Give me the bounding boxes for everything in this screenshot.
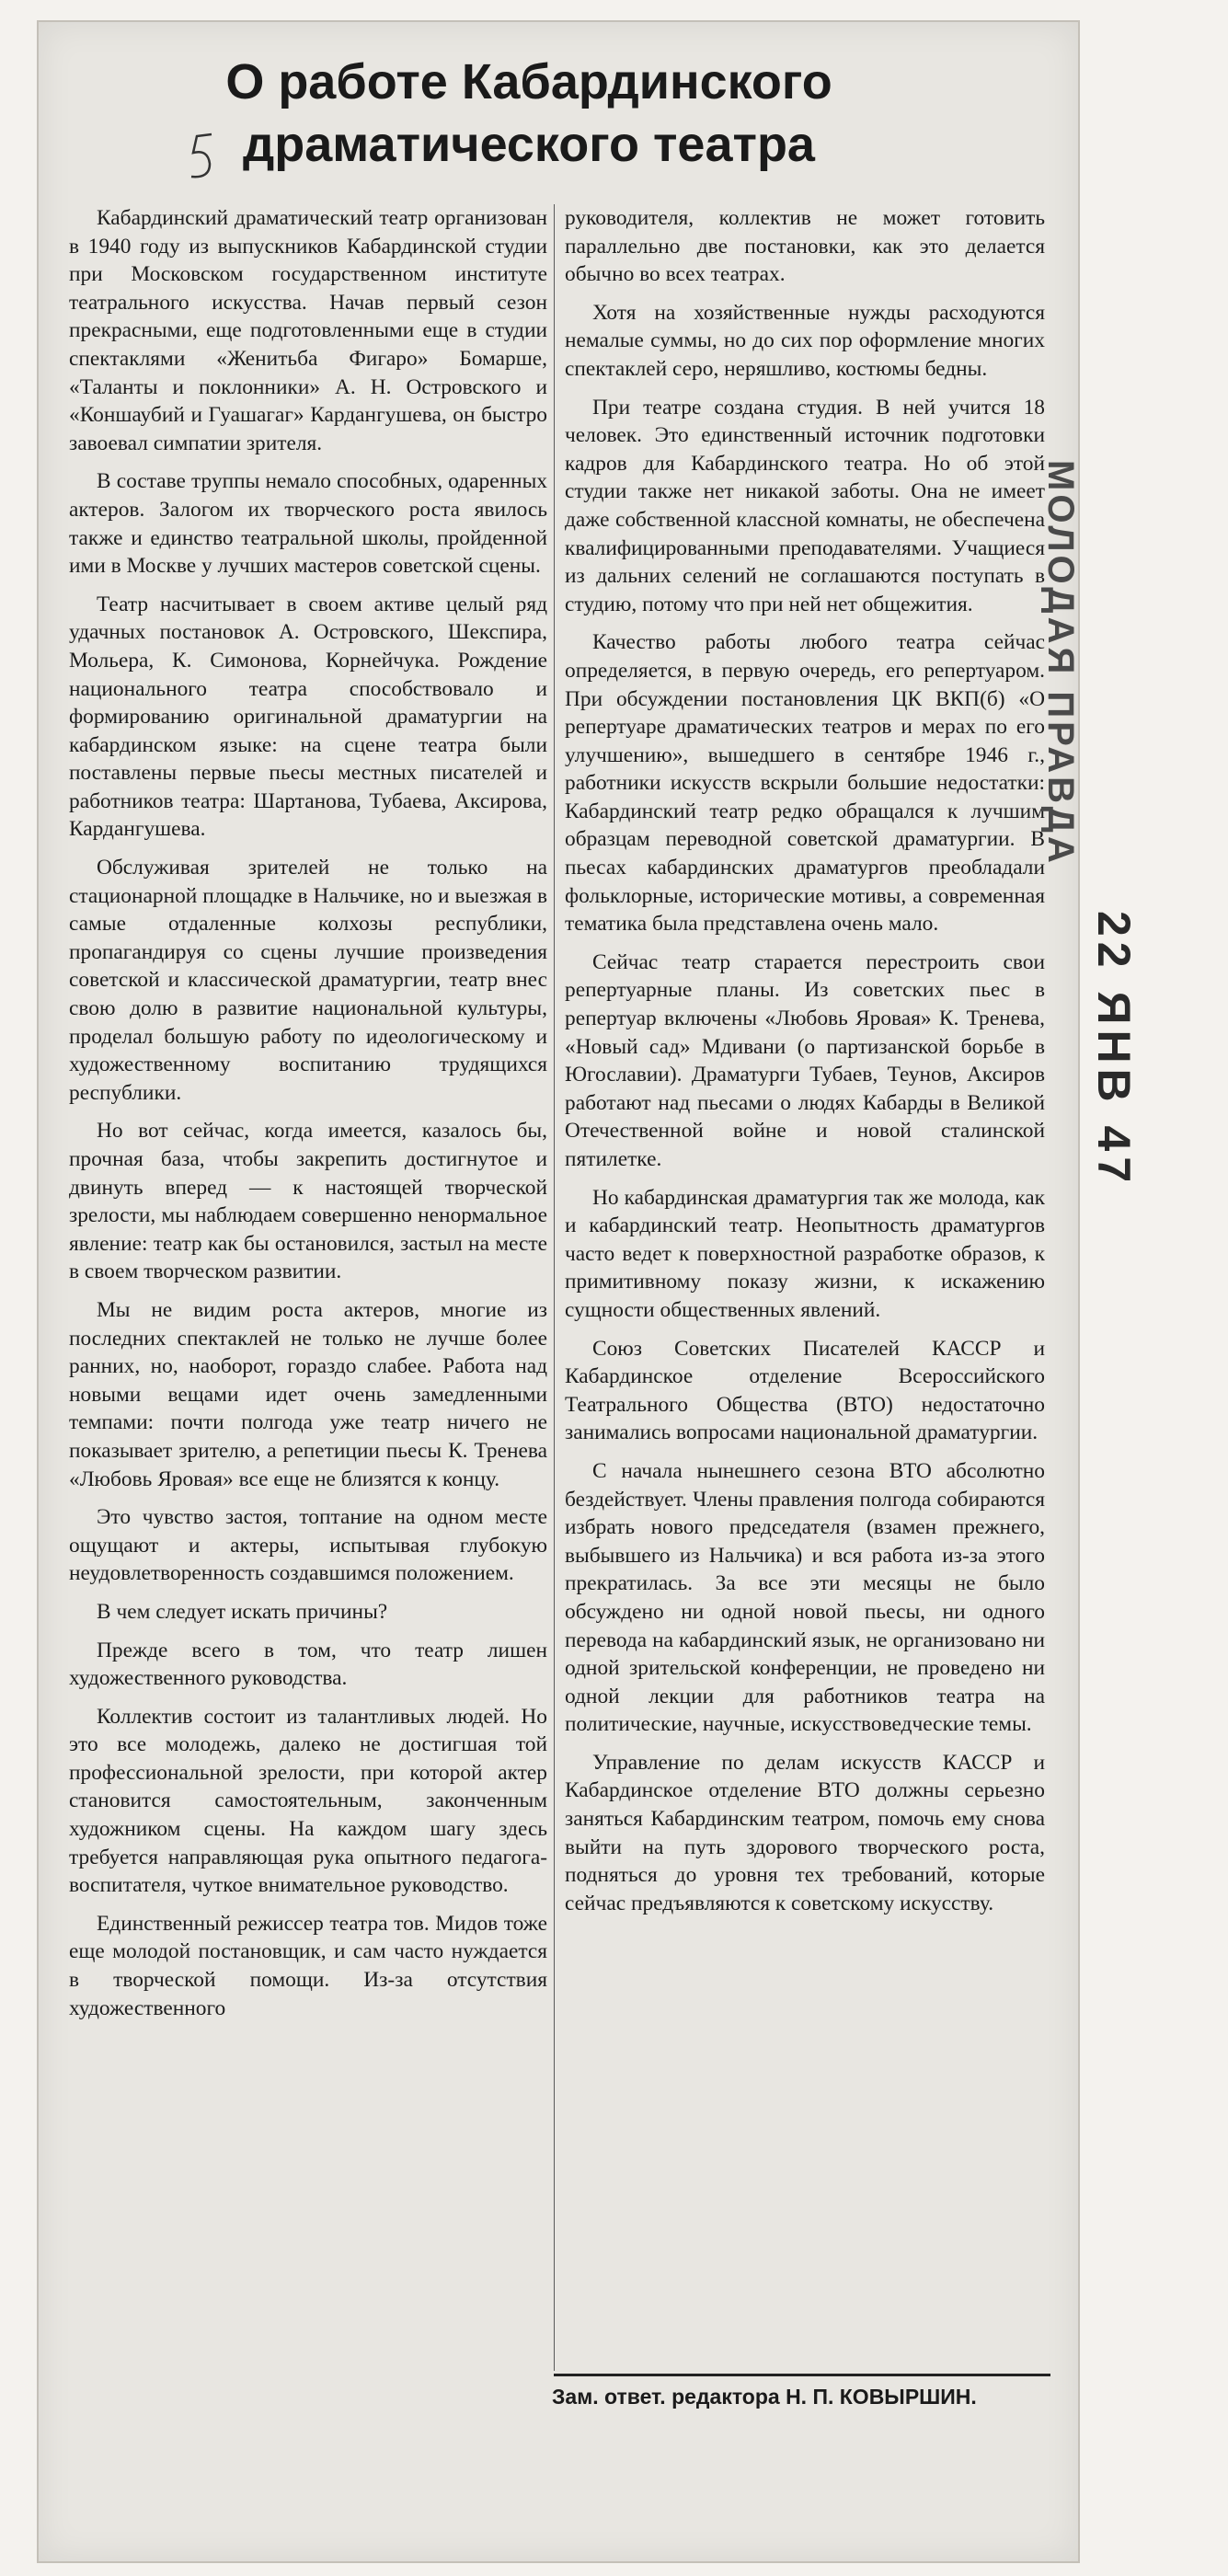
paragraph: Управление по делам искусств КАССР и Кабардинское отделение ВТО должны серьезно заняться Кабардинским театром, помочь ему снова выйти на путь здорового творческого роста, подняться до уровня тех требований, которые сейчас предъявляются к советскому искусству. <box>565 1750 1045 1915</box>
editor-signature: Зам. ответ. редактора Н. П. КОВЫРШИН. <box>552 2385 977 2409</box>
paragraph: В составе труппы немало способных, одаренных актеров. Залогом их творческого роста явилось также и единство театральной школы, пройденной ими в Москве у лучших мастеров советской сцены. <box>69 469 547 579</box>
paragraph: Союз Советских Писателей КАССР и Кабардинское отделение Всероссийского Театрального Общества (ВТО) недостаточно занимались вопросами национальной драматургии. <box>565 1336 1045 1445</box>
paragraph: Хотя на хозяйственные нужды расходуются немалые суммы, но до сих пор оформление многих спектаклей серо, неряшливо, костюмы бедны. <box>565 300 1045 381</box>
paragraph: Мы не видим роста актеров, многие из последних спектаклей не только не лучше более ранних, но, наоборот, гораздо слабее. Работа над новыми вещами идет очень замедленными темпами: почти полгода уже театр ничего не показывает зрителю, а репетиции пьесы К. Тренева «Любовь Яровая» все еще не близятся к концу. <box>69 1297 547 1491</box>
paragraph: С начала нынешнего сезона ВТО абсолютно бездействует. Члены правления полгода собираются избрать нового председателя (взамен прежнего, выбывшего из Нальчика) и вся работа из-за этого прекратилась. За все эти месяцы не было обсуждено ни одной новой пьесы, ни одного перевода на кабардинский язык, не организовано ни одной зрительской конференции, не проведено ни одной лекции для работников театра на политические, научные, искусствоведческие темы. <box>565 1458 1045 1737</box>
title-line-2: драматического театра <box>243 117 815 172</box>
paragraph: Кабардинский драматический театр организован в 1940 году из выпускников Кабардинской студии при Московском государственном институте театрального искусства. Начав первый сезон прекрасными, еще подготовленными еще в студии спектаклями «Женитьба Фигаро» Бомарше, «Таланты и поклонники» А. Н. Островского и «Коншаубий и Гуашагаг» Кардангушева, он быстро завоевал симпатии зрителя. <box>69 206 547 455</box>
column-divider <box>554 204 555 2371</box>
right-column <box>565 204 1045 1927</box>
date-stamp: 22 ЯНВ 47 <box>1088 911 1140 1189</box>
title-line-1: О работе Кабардинского <box>225 54 832 109</box>
paragraph: Сейчас театр старается перестроить свои репертуарные планы. Из советских пьес в репертуар включены «Любовь Яровая» К. Тренева, «Новый сад» Мдивани (о партизанской борьбе в Югославии). Драматурги Тубаев, Теунов, Аксиров работают над пьесами о людях Кабарды в Великой Отечественной войне и новой сталинской пятилетке. <box>565 949 1045 1171</box>
paragraph: Это чувство застоя, топтание на одном месте ощущают и актеры, испытывая глубокую неудовлетворенность создавшимся положением. <box>69 1505 547 1586</box>
article-title <box>161 51 897 176</box>
paragraph: В чем следует искать причины? <box>97 1599 388 1624</box>
paragraph: Но вот сейчас, когда имеется, казалось бы, прочная база, чтобы закрепить достигнутое и двинуть вперед — к настоящей творческой зрелости, мы наблюдаем совершенно ненормальное явление: театр как бы остановился, застыл на месте в своем творческом развитии. <box>69 1119 547 1284</box>
left-column <box>69 204 547 2032</box>
paragraph: При театре создана студия. В ней учится 18 человек. Это единственный источник подготовки кадров для Кабардинского театра. Но об этой студии также нет никакой заботы. Она не имеет даже собственной классной комнаты, не обеспечена квалифицированными преподавателями. Учащиеся из дальних селений не соглашаются поступать в студию, потому что при ней нет общежития. <box>565 395 1045 616</box>
bottom-rule <box>554 2374 1050 2376</box>
paragraph: Прежде всего в том, что театр лишен художественного руководства. <box>69 1638 547 1691</box>
paragraph: Единственный режиссер театра тов. Мидов тоже еще молодой постановщик, и сам часто нуждается в творческой помощи. Из-за отсутствия художественного <box>69 1911 547 2020</box>
paragraph: Театр насчитывает в своем активе целый ряд удачных постановок А. Островского, Шекспира, Мольера, К. Симонова, Корнейчука. Рождение национального театра способствовало и формированию оригинальной драматургии на кабардинском языке: на сцене театра были поставлены первые пьесы местных писателей и работников театра: Шартанова, Тубаева, Аксирова, Кардангушева. <box>69 592 547 842</box>
paragraph: руководителя, коллектив не может готовить параллельно две постановки, как это делается обычно во всех театрах. <box>565 206 1045 287</box>
paragraph: Качество работы любого театра сейчас определяется, в первую очередь, его репертуаром. При обсуждении постановления ЦК ВКП(б) «О репертуаре драматических театров и мерах по его улучшению», вышедшего в сентябре 1946 г., работники искусств вскрыли большие недостатки: Кабардинский театр редко обращался к лучшим образцам переводной советской драматургии. В пьесах кабардинских драматургов преобладали фольклорные, исторические мотивы, а современная тематика была представлена очень мало. <box>565 630 1045 937</box>
paragraph: Обслуживая зрителей не только на стационарной площадке в Нальчике, но и выезжая в самые отдаленные колхозы республики, пропагандируя со сцены лучшие произведения советской и классической драматургии, театр внес свою долю в развитие национальной культуры, проделал большую работу по идеологическому и художественному воспитанию трудящихся республики. <box>69 856 547 1105</box>
paragraph: Коллектив состоит из талантливых людей. Но это все молодежь, далеко не достигшая той профессиональной зрелости, при которой актер становится самостоятельным, законченным художником сцены. На каждом шагу здесь требуется направляющая рука опытного педагога-воспитателя, чуткое внимательное руководство. <box>69 1704 547 1898</box>
paragraph: Но кабардинская драматургия так же молода, как и кабардинский театр. Неопытность драматургов часто ведет к поверхностной разработке образов, к примитивному показу жизни, к искажению сущности общественных явлений. <box>565 1185 1045 1322</box>
newspaper-name-stamp: МОЛОДАЯ ПРАВДА <box>1040 460 1081 867</box>
